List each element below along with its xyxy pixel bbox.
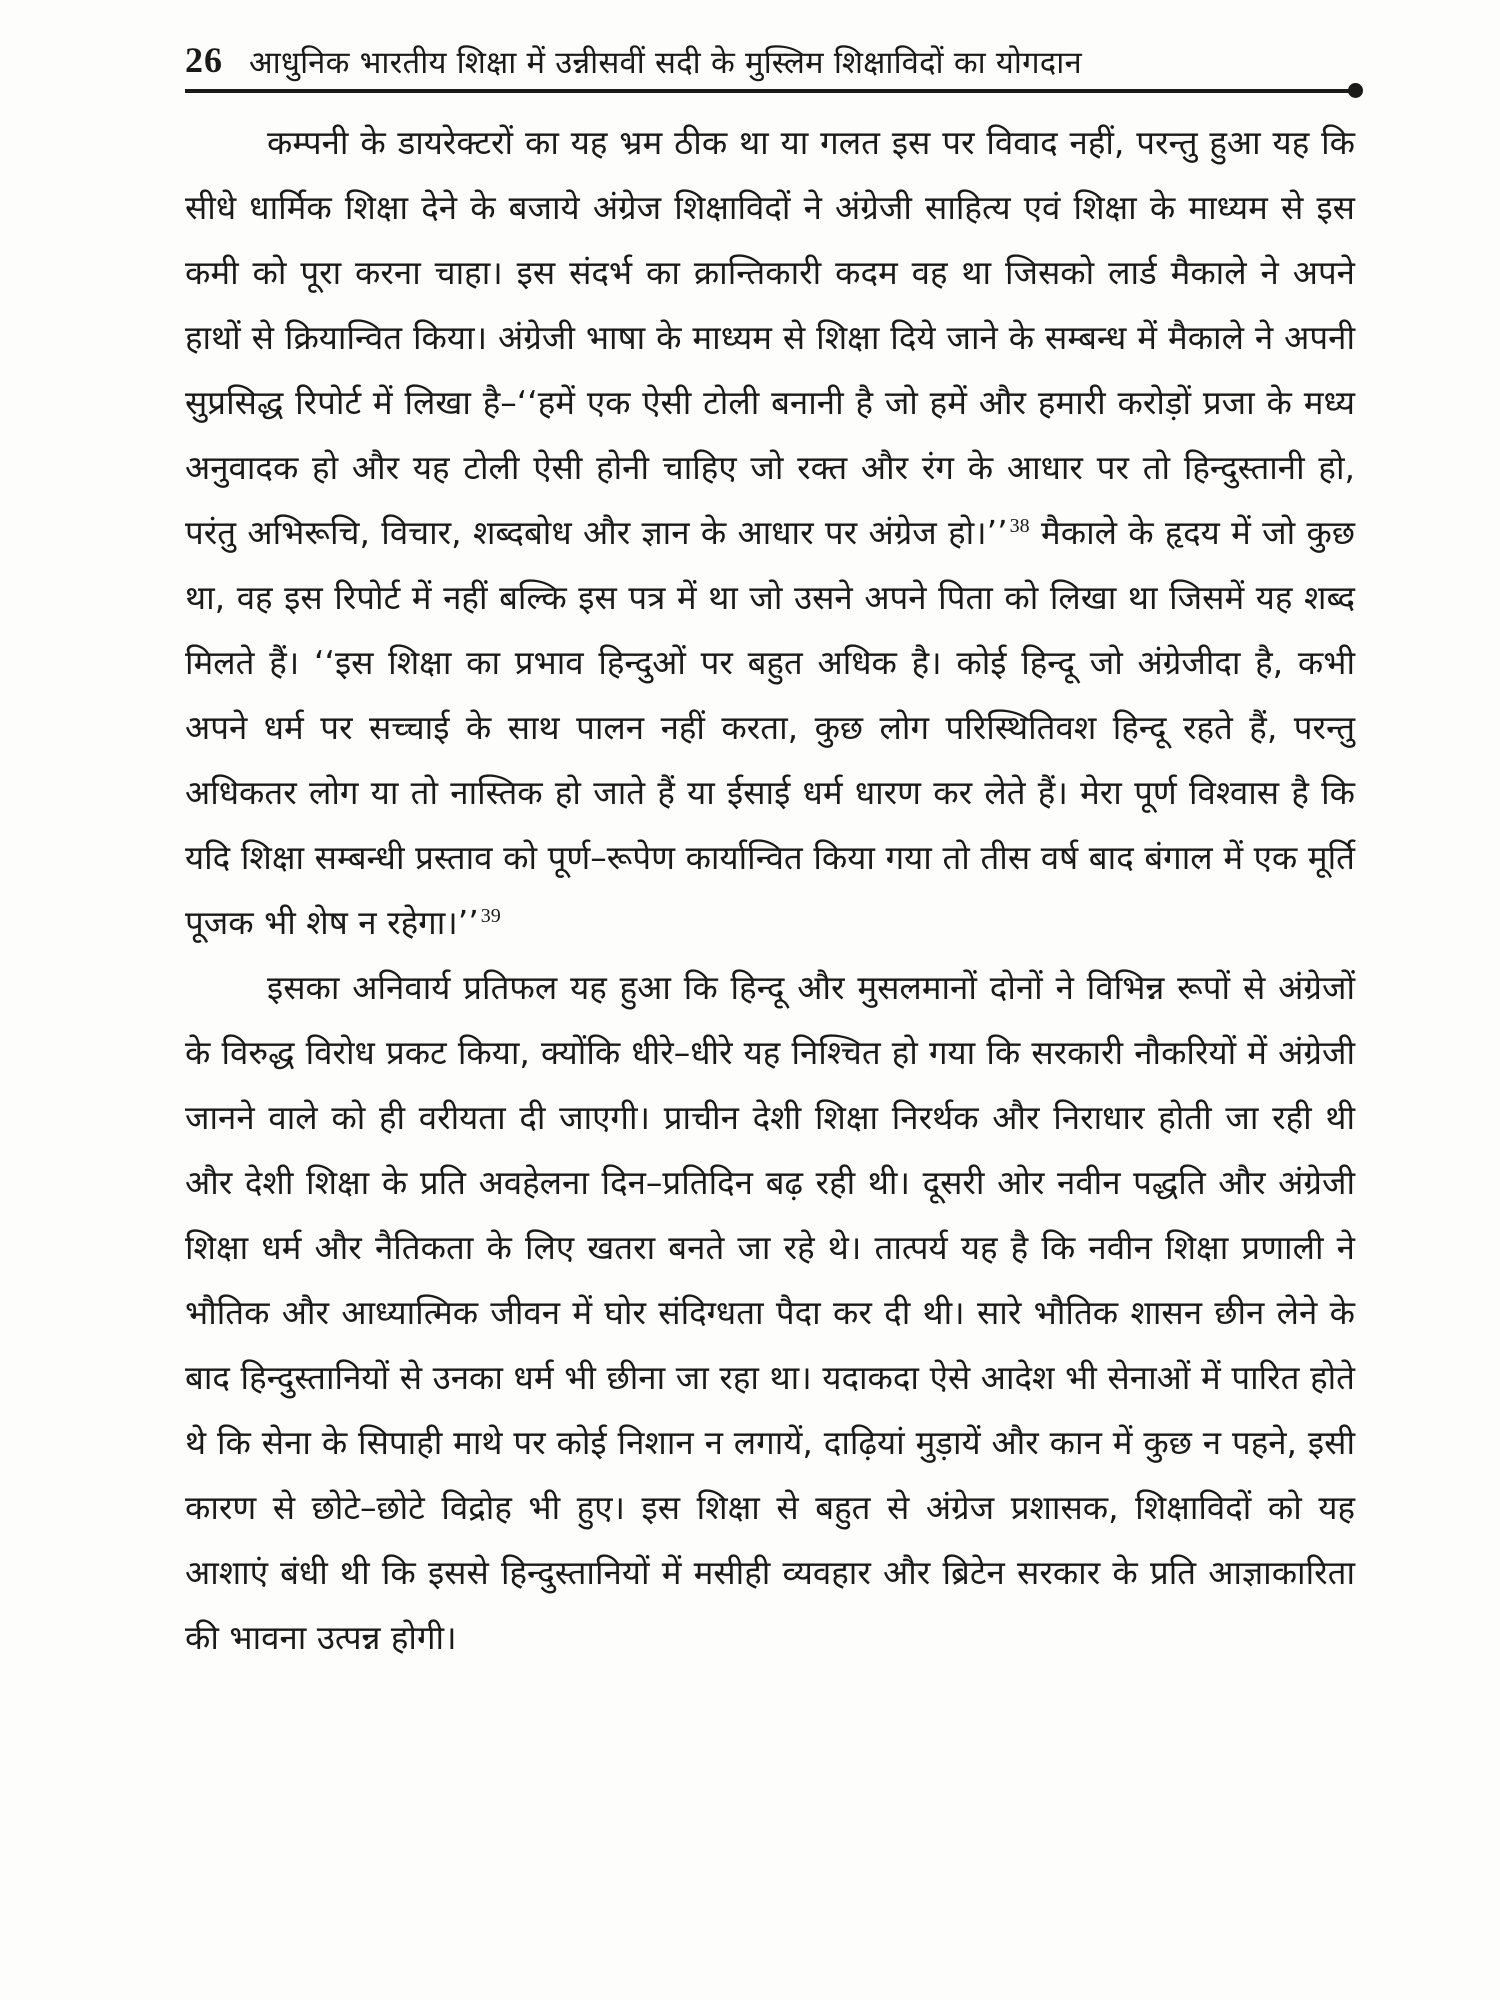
paragraph-1-text-a: कम्पनी के डायरेक्टरों का यह भ्रम ठीक था या गलत इस पर विवाद नहीं, परन्तु हुआ यह कि सीधे धार्मिक शिक्षा देने के बजाये अंग्रेज शिक्षाविदों ने अंग्रेजी साहित्य एवं शिक्षा के माध्यम से इस कमी को पूरा करना चाहा। इस संदर्भ का क्रान्तिकारी कदम वह था जिसको लार्ड मैकाले ने अपने हाथों से क्रियान्वित किया। अंग्रेजी भाषा के माध्यम से शिक्षा दिये जाने के सम्बन्ध में मैकाले ने अपनी सुप्रसिद्ध रिपोर्ट में लिखा है–‘‘हमें एक ऐसी टोली बनानी है जो हमें और हमारी करोड़ों प्रजा के मध्य अनुवादक हो और यह टोली ऐसी होनी चाहिए जो रक्त और रंग के आधार पर तो हिन्दुस्तानी हो, परंतु अभिरूचि, विचार, शब्दबोध और ज्ञान के आधार पर अंग्रेज हो।’’ bbox=[185, 123, 1355, 552]
paragraph-1-text-b: मैकाले के हृदय में जो कुछ था, वह इस रिपोर्ट में नहीं बल्कि इस पत्र में था जो उसने अपने पिता को लिखा था जिसमें यह शब्द मिलते हैं। ‘‘इस शिक्षा का प्रभाव हिन्दुओं पर बहुत अधिक है। कोई हिन्दू जो अंग्रेजीदा है, कभी अपने धर्म पर सच्चाई के साथ पालन नहीं करता, कुछ लोग परिस्थितिवश हिन्दू रहते हैं, परन्तु अधिकतर लोग या तो नास्तिक हो जाते हैं या ईसाई धर्म धारण कर लेते हैं। मेरा पूर्ण विश्वास है कि यदि शिक्षा सम्बन्धी प्रस्ताव को पूर्ण–रूपेण कार्यान्वित किया गया तो तीस वर्ष बाद बंगाल में एक मूर्ति पूजक भी शेष न रहेगा।’’ bbox=[185, 513, 1355, 942]
page-number: 26 bbox=[185, 39, 223, 80]
running-title: आधुनिक भारतीय शिक्षा में उन्नीसवीं सदी के मुस्लिम शिक्षाविदों का योगदान bbox=[249, 44, 1082, 81]
paragraph-2-text: इसका अनिवार्य प्रतिफल यह हुआ कि हिन्दू और मुसलमानों दोनों ने विभिन्न रूपों से अंग्रेजों के विरुद्ध विरोध प्रकट किया, क्योंकि धीरे–धीरे यह निश्चित हो गया कि सरकारी नौकरियों में अंग्रेजी जानने वाले को ही वरीयता दी जाएगी। प्राचीन देशी शिक्षा निरर्थक और निराधार होती जा रही थी और देशी शिक्षा के प्रति अवहेलना दिन–प्रतिदिन बढ़ रही थी। दूसरी ओर नवीन पद्धति और अंग्रेजी शिक्षा धर्म और नैतिकता के लिए खतरा बनते जा रहे थे। तात्पर्य यह है कि नवीन शिक्षा प्रणाली ने भौतिक और आध्यात्मिक जीवन में घोर संदिग्धता पैदा कर दी थी। सारे भौतिक शासन छीन लेने के बाद हिन्दुस्तानियों से उनका धर्म भी छीना जा रहा था। यदाकदा ऐसे आदेश भी सेनाओं में पारित होते थे कि सेना के सिपाही माथे पर कोई निशान न लगायें, दाढ़ियां मुड़ायें और कान में कुछ न पहने, इसी कारण से छोटे–छोटे विद्रोह भी हुए। इस शिक्षा से बहुत से अंग्रेज प्रशासक, शिक्षाविदों को यह आशाएं बंधी थी कि इससे हिन्दुस्तानियों में मसीही व्यवहार और ब्रिटेन सरकार के प्रति आज्ञाकारिता की भावना उत्पन्न होगी। bbox=[185, 968, 1355, 1657]
body-text bbox=[185, 110, 1355, 1670]
footnote-ref-38: 38 bbox=[1009, 515, 1030, 537]
header-rule-dot-ornament bbox=[1348, 83, 1363, 98]
running-header bbox=[185, 22, 1365, 82]
paragraph-2 bbox=[185, 955, 1355, 1670]
footnote-ref-39: 39 bbox=[480, 905, 501, 927]
paragraph-1 bbox=[185, 110, 1355, 955]
header-rule bbox=[185, 89, 1353, 93]
